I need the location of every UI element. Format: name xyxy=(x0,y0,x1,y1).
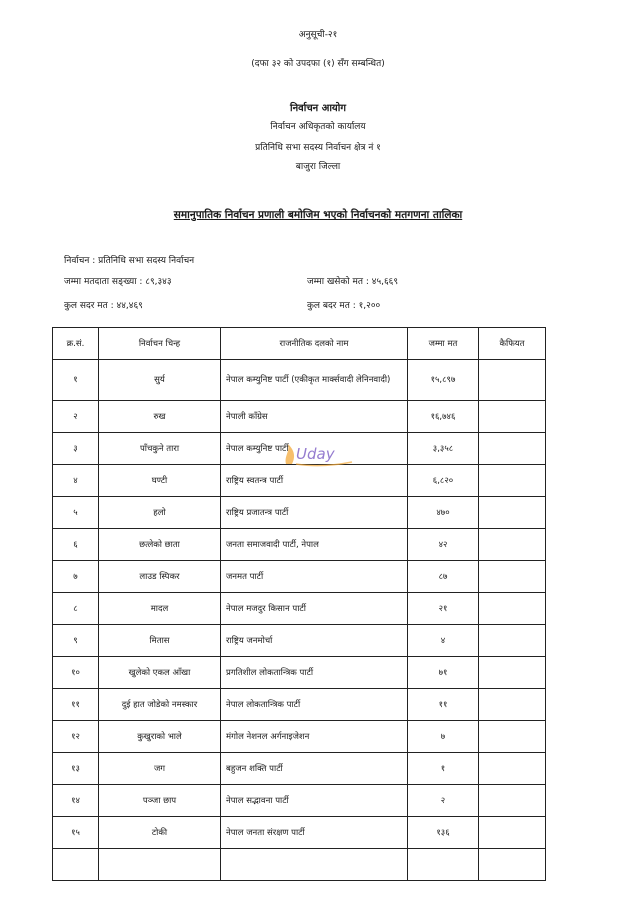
cell-votes: ४ xyxy=(408,625,479,657)
cell-remarks xyxy=(479,593,546,625)
header-votes: जम्मा मत xyxy=(408,328,479,360)
table-row xyxy=(53,465,546,497)
cell-symbol xyxy=(99,849,221,881)
cell-party: नेपाल कम्युनिष्ट पार्टी xyxy=(221,433,408,465)
cell-party: राष्ट्रिय जनमोर्चा xyxy=(221,625,408,657)
cell-serial: ११ xyxy=(53,689,99,721)
cell-serial: १० xyxy=(53,657,99,689)
cell-serial: १५ xyxy=(53,817,99,849)
cell-remarks xyxy=(479,849,546,881)
uday-watermark-logo xyxy=(282,440,362,468)
cell-symbol: खुलेको एकल आँखा xyxy=(99,657,221,689)
cell-party: नेपाल सद्भावना पार्टी xyxy=(221,785,408,817)
cell-symbol: कुखुराको भाले xyxy=(99,721,221,753)
cell-party: जनमत पार्टी xyxy=(221,561,408,593)
cell-serial: १२ xyxy=(53,721,99,753)
valid-votes: कुल सदर मत : ४४,४६९ xyxy=(64,301,143,311)
table-row xyxy=(53,593,546,625)
cell-party: प्रगतिशील लोकतान्त्रिक पार्टी xyxy=(221,657,408,689)
cell-party: नेपाल जनता संरक्षण पार्टी xyxy=(221,817,408,849)
cell-votes: ३,३५८ xyxy=(408,433,479,465)
cell-remarks xyxy=(479,721,546,753)
table-row xyxy=(53,360,546,401)
cell-serial: ५ xyxy=(53,497,99,529)
cell-serial: २ xyxy=(53,401,99,433)
district-name: बाजुरा जिल्ला xyxy=(295,162,341,172)
cell-party: नेपाल कम्युनिष्ट पार्टी (एकीकृत मार्क्सवादी लेनिनवादी) xyxy=(221,360,408,401)
election-type: निर्वाचन : प्रतिनिधि सभा सदस्य निर्वाचन xyxy=(64,256,195,266)
table-row xyxy=(53,625,546,657)
table-header-row xyxy=(53,328,546,360)
cell-party: नेपाल मजदुर किसान पार्टी xyxy=(221,593,408,625)
cell-symbol: हलो xyxy=(99,497,221,529)
cell-party: राष्ट्रिय प्रजातन्त्र पार्टी xyxy=(221,497,408,529)
cell-remarks xyxy=(479,497,546,529)
cell-votes xyxy=(408,849,479,881)
cell-remarks xyxy=(479,657,546,689)
watermark-text: Uday xyxy=(296,445,335,463)
cell-votes: ७१ xyxy=(408,657,479,689)
cell-party: राष्ट्रिय स्वतन्त्र पार्टी xyxy=(221,465,408,497)
invalid-votes: कुल बदर मत : १,२०० xyxy=(307,301,381,311)
cell-votes: २१ xyxy=(408,593,479,625)
cell-serial: १४ xyxy=(53,785,99,817)
constituency-name: प्रतिनिधि सभा सदस्य निर्वाचन क्षेत्र नं १ xyxy=(255,143,381,153)
office-name: निर्वाचन अधिकृतको कार्यालय xyxy=(270,122,366,132)
cell-remarks xyxy=(479,689,546,721)
header-party: राजनीतिक दलको नाम xyxy=(221,328,408,360)
header-remarks: कैफियत xyxy=(479,328,546,360)
cell-party: नेपाली काँग्रेस xyxy=(221,401,408,433)
cell-remarks xyxy=(479,753,546,785)
cell-party: जनता समाजवादी पार्टी, नेपाल xyxy=(221,529,408,561)
table-row xyxy=(53,785,546,817)
cell-votes: ४२ xyxy=(408,529,479,561)
cell-remarks xyxy=(479,785,546,817)
cell-remarks xyxy=(479,561,546,593)
cell-symbol: लाउड स्पिकर xyxy=(99,561,221,593)
cell-votes: ७ xyxy=(408,721,479,753)
table-row xyxy=(53,529,546,561)
cell-votes: ४७० xyxy=(408,497,479,529)
cell-symbol: पञ्जा छाप xyxy=(99,785,221,817)
cell-symbol: सुर्य xyxy=(99,360,221,401)
header-symbol: निर्वाचन चिन्ह xyxy=(99,328,221,360)
header-serial: क्र.सं. xyxy=(53,328,99,360)
cell-votes: ८७ xyxy=(408,561,479,593)
vote-count-table xyxy=(52,327,546,881)
table-row xyxy=(53,753,546,785)
cell-votes: १५,८९७ xyxy=(408,360,479,401)
cell-symbol: घण्टी xyxy=(99,465,221,497)
table-row xyxy=(53,561,546,593)
schedule-number: अनुसूची-२१ xyxy=(298,30,338,40)
table-row xyxy=(53,401,546,433)
cell-symbol: मितास xyxy=(99,625,221,657)
section-reference: (दफा ३२ को उपदफा (१) सँग सम्बन्धित) xyxy=(251,59,385,69)
cell-party: नेपाल लोकतान्त्रिक पार्टी xyxy=(221,689,408,721)
total-voters: जम्मा मतदाता सङ्ख्या : ८९,३४३ xyxy=(64,277,172,287)
table-row xyxy=(53,849,546,881)
cell-serial: ७ xyxy=(53,561,99,593)
cell-party: मंगोल नेशनल अर्गनाइजेशन xyxy=(221,721,408,753)
cell-remarks xyxy=(479,465,546,497)
cell-serial: ९ xyxy=(53,625,99,657)
cell-party: बहुजन शक्ति पार्टी xyxy=(221,753,408,785)
cell-serial: ३ xyxy=(53,433,99,465)
total-votes-cast: जम्मा खसेको मत : ४५,६६९ xyxy=(307,277,399,287)
cell-serial: ८ xyxy=(53,593,99,625)
cell-serial: १३ xyxy=(53,753,99,785)
table-row xyxy=(53,497,546,529)
cell-remarks xyxy=(479,433,546,465)
cell-serial: ४ xyxy=(53,465,99,497)
cell-remarks xyxy=(479,401,546,433)
flame-mark xyxy=(286,444,294,464)
cell-remarks xyxy=(479,817,546,849)
commission-name: निर्वाचन आयोग xyxy=(290,103,346,114)
table-row xyxy=(53,657,546,689)
cell-votes: १६,७४६ xyxy=(408,401,479,433)
cell-symbol: दुई हात जोडेको नमस्कार xyxy=(99,689,221,721)
cell-party xyxy=(221,849,408,881)
cell-symbol: छत्लेको छाता xyxy=(99,529,221,561)
cell-votes: २ xyxy=(408,785,479,817)
table-row xyxy=(53,689,546,721)
cell-serial: १ xyxy=(53,360,99,401)
table-row xyxy=(53,817,546,849)
cell-serial xyxy=(53,849,99,881)
document-title: समानुपातिक निर्वाचन प्रणाली बमोजिम भएको निर्वाचनको मतगणना तालिका xyxy=(173,209,463,221)
cell-symbol: रुख xyxy=(99,401,221,433)
cell-remarks xyxy=(479,360,546,401)
cell-votes: १ xyxy=(408,753,479,785)
cell-remarks xyxy=(479,529,546,561)
cell-symbol: मादल xyxy=(99,593,221,625)
cell-votes: १३६ xyxy=(408,817,479,849)
table-row xyxy=(53,721,546,753)
cell-remarks xyxy=(479,625,546,657)
table-body xyxy=(53,360,546,881)
cell-votes: ११ xyxy=(408,689,479,721)
cell-serial: ६ xyxy=(53,529,99,561)
cell-symbol: टोकी xyxy=(99,817,221,849)
cell-votes: ६,८२० xyxy=(408,465,479,497)
cell-symbol: जग xyxy=(99,753,221,785)
cell-symbol: पाँचकुने तारा xyxy=(99,433,221,465)
